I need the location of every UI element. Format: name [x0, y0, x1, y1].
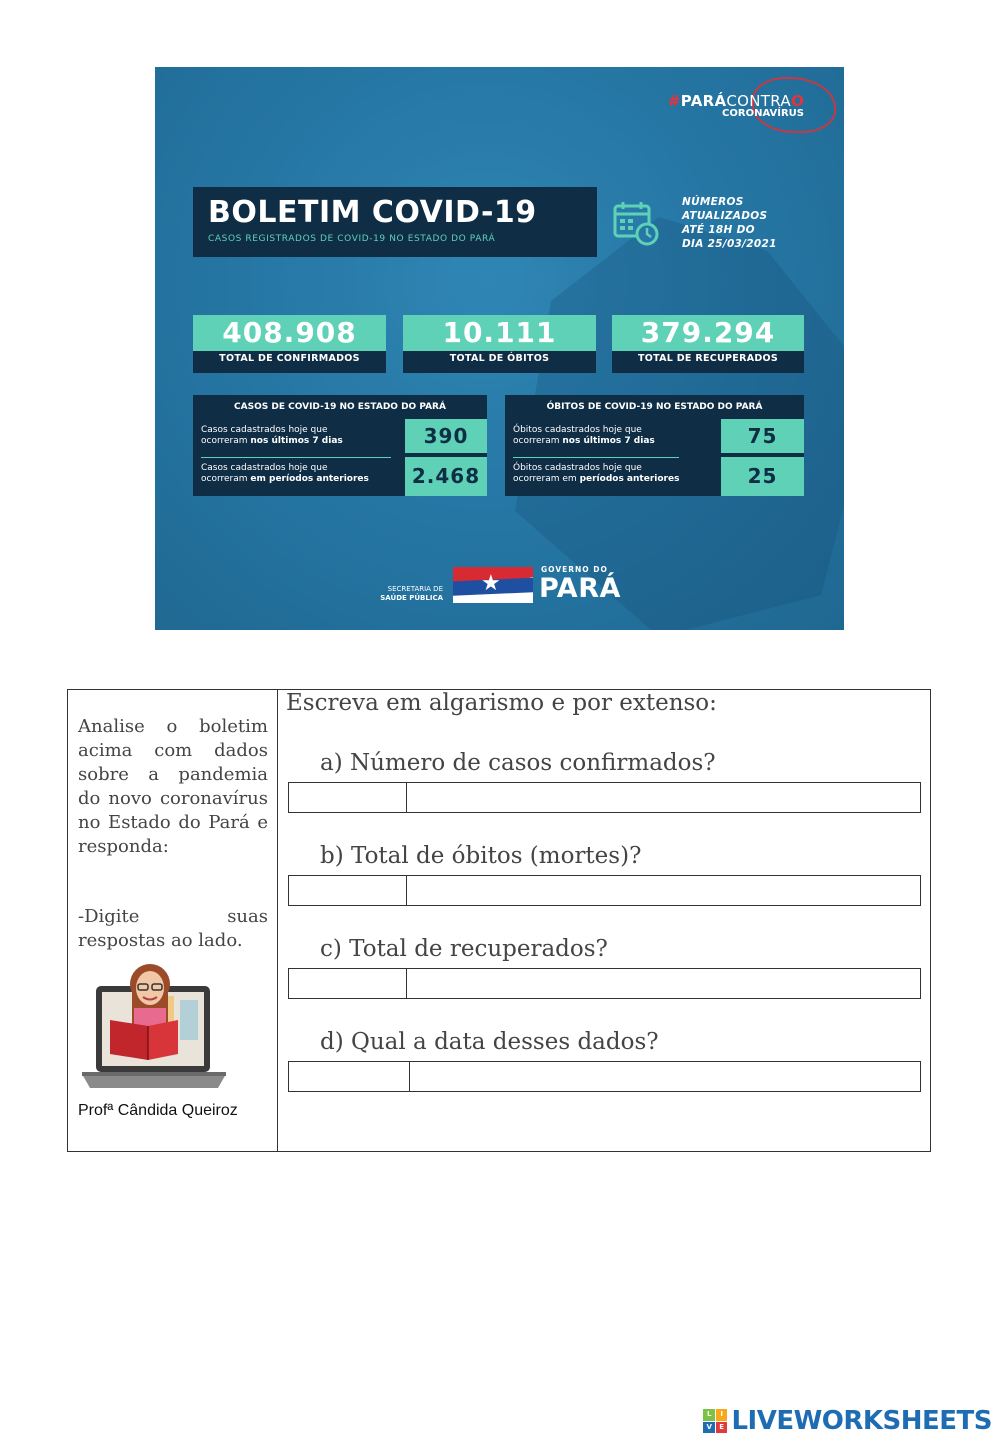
- total-confirmed-value: 408.908: [193, 315, 386, 351]
- answer-b-number-input[interactable]: [289, 876, 407, 905]
- row-separator: [201, 457, 391, 458]
- answer-b-words-input[interactable]: [408, 876, 920, 905]
- answer-a-number-input[interactable]: [289, 783, 407, 812]
- bulletin-subtitle: CASOS REGISTRADOS DE COVID-19 NO ESTADO DO PARÁ: [208, 234, 496, 244]
- total-deaths-label: TOTAL DE ÓBITOS: [449, 353, 550, 364]
- answer-a-words-input[interactable]: [408, 783, 920, 812]
- answer-b-row: [288, 875, 921, 906]
- hashtag-subtitle: CORONAVÍRUS: [722, 108, 804, 119]
- hash-sign: #: [667, 92, 681, 110]
- row-text-bold: em períodos anteriores: [250, 474, 369, 484]
- campaign-hashtag: [668, 92, 804, 119]
- answer-a-row: [288, 782, 921, 813]
- question-c: c) Total de recuperados?: [320, 936, 608, 962]
- total-confirmed-card: [193, 315, 386, 373]
- para-label: PARÁ: [539, 573, 621, 604]
- secretaria-label: [365, 585, 443, 603]
- column-divider: [277, 690, 278, 1151]
- total-deaths-value: 10.111: [403, 315, 596, 351]
- row-text: Casos cadastrados hoje que: [201, 463, 328, 473]
- cases-previous-value: 2.468: [405, 457, 487, 496]
- row-text-bold: nos últimos 7 dias: [562, 436, 655, 446]
- cube-letter: V: [703, 1422, 715, 1434]
- row-text: Óbitos cadastrados hoje que: [513, 463, 642, 473]
- cases-row-recent: [201, 425, 343, 447]
- worksheet-table: [67, 689, 931, 1152]
- governo-label: GOVERNO DO: [541, 565, 608, 574]
- bulletin-title: BOLETIM COVID-19: [208, 195, 537, 230]
- liveworksheets-cube-icon: [703, 1409, 727, 1433]
- cube-letter: L: [703, 1409, 715, 1421]
- worksheet-prompt: Escreva em algarismo e por extenso:: [286, 690, 717, 716]
- question-a: a) Número de casos confirmados?: [320, 750, 716, 776]
- answer-d-row: [288, 1061, 921, 1092]
- hashtag-para: PARÁ: [680, 92, 727, 110]
- liveworksheets-logo: [703, 1404, 992, 1438]
- total-recovered-card: [612, 315, 804, 373]
- answer-c-row: [288, 968, 921, 999]
- total-recovered-label: TOTAL DE RECUPERADOS: [637, 353, 779, 364]
- question-b: b) Total de óbitos (mortes)?: [320, 843, 642, 869]
- cube-letter: E: [716, 1422, 728, 1434]
- hashtag-o: O: [790, 92, 804, 110]
- covid-bulletin-image: [155, 67, 844, 630]
- para-flag-icon: ★: [453, 567, 533, 603]
- deaths-recent-value: 75: [721, 419, 804, 453]
- total-deaths-card: [403, 315, 596, 373]
- bulletin-title-box: [193, 187, 597, 257]
- cases-panel: [193, 395, 487, 496]
- answer-c-number-input[interactable]: [289, 969, 407, 998]
- answer-d-words-input[interactable]: [411, 1062, 920, 1091]
- cases-row-previous: [201, 463, 369, 485]
- cube-letter: I: [716, 1409, 728, 1421]
- row-separator: [513, 457, 679, 458]
- calendar-clock-icon: [613, 200, 659, 246]
- deaths-panel: [505, 395, 804, 496]
- cases-panel-header: CASOS DE COVID-19 NO ESTADO DO PARÁ: [234, 402, 446, 412]
- liveworksheets-wordmark: LIVEWORKSHEETS: [731, 1406, 992, 1436]
- deaths-row-recent: [513, 425, 655, 447]
- row-text-bold: períodos anteriores: [579, 474, 680, 484]
- instruction-text: Analise o boletim acima com dados sobre a pandemia do novo coronavírus no Estado do Pará e responda:: [78, 716, 268, 857]
- government-logo: [365, 565, 645, 607]
- secretaria-line: SECRETARIA DE: [387, 585, 443, 593]
- update-line: ATÉ 18H DO: [682, 224, 755, 236]
- total-recovered-value: 379.294: [612, 315, 804, 351]
- row-text: Óbitos cadastrados hoje que: [513, 425, 642, 435]
- update-line: ATUALIZADOS: [682, 210, 768, 222]
- row-text: ocorreram: [513, 436, 563, 446]
- secretaria-line: SAÚDE PÚBLICA: [380, 594, 443, 602]
- answer-c-words-input[interactable]: [408, 969, 920, 998]
- author-name: Profª Cândida Queiroz: [78, 1102, 238, 1119]
- cases-recent-value: 390: [405, 419, 487, 453]
- instruction-note: -Digite suas respostas ao lado.: [78, 906, 268, 951]
- hashtag-contra: CONTRA: [726, 92, 791, 110]
- row-text-bold: nos últimos 7 dias: [250, 436, 343, 446]
- update-note: [682, 195, 777, 251]
- teacher-laptop-avatar: [80, 962, 228, 1094]
- row-text: ocorreram: [201, 474, 251, 484]
- deaths-previous-value: 25: [721, 457, 804, 496]
- row-text: ocorreram em: [513, 474, 580, 484]
- total-confirmed-label: TOTAL DE CONFIRMADOS: [219, 353, 360, 364]
- deaths-row-previous: [513, 463, 679, 485]
- answer-d-number-input[interactable]: [289, 1062, 410, 1091]
- row-text: ocorreram: [201, 436, 251, 446]
- question-d: d) Qual a data desses dados?: [320, 1029, 659, 1055]
- update-date: DIA 25/03/2021: [682, 238, 777, 250]
- deaths-panel-header: ÓBITOS DE COVID-19 NO ESTADO DO PARÁ: [546, 402, 763, 412]
- row-text: Casos cadastrados hoje que: [201, 425, 328, 435]
- update-line: NÚMEROS: [682, 196, 744, 208]
